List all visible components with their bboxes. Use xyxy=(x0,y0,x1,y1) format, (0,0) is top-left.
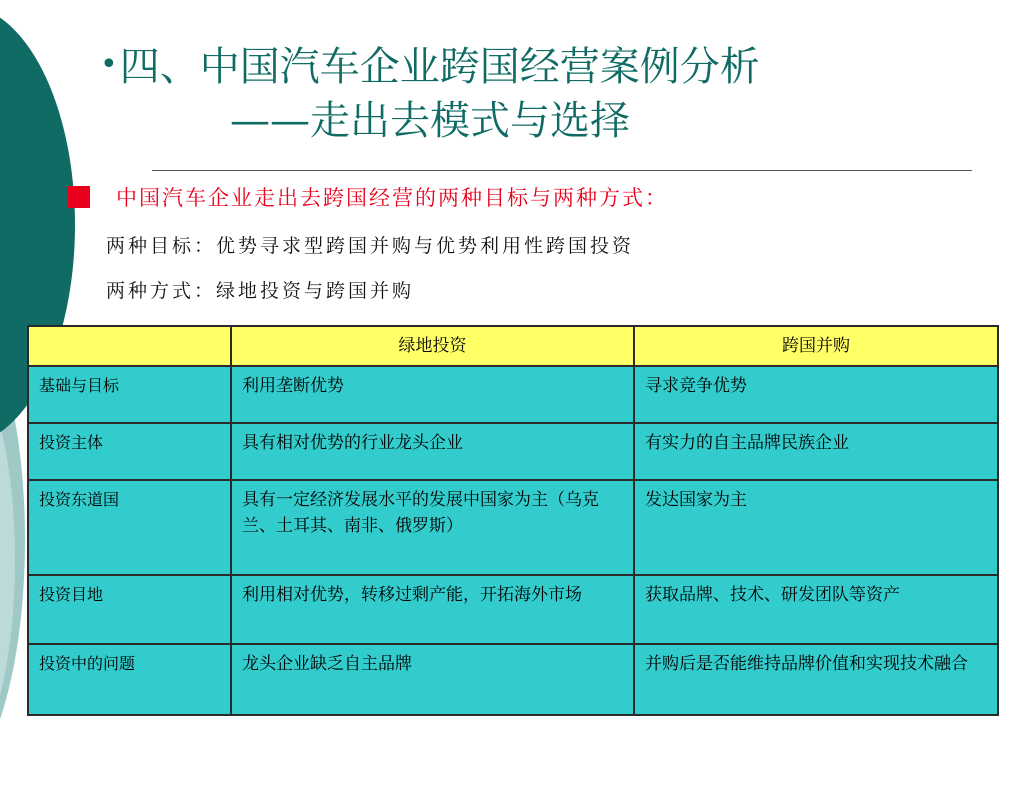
table-header-row xyxy=(28,326,998,366)
table-cell: 发达国家为主 xyxy=(634,480,998,575)
square-bullet-icon xyxy=(68,186,90,208)
table-cell: 具有一定经济发展水平的发展中国家为主（乌克兰、土耳其、南非、俄罗斯） xyxy=(231,480,634,575)
table-header-corner xyxy=(28,326,231,366)
table-header-merger: 跨国并购 xyxy=(634,326,998,366)
table-row xyxy=(28,423,998,480)
table-row xyxy=(28,644,998,715)
table-row xyxy=(28,366,998,423)
row-header: 投资主体 xyxy=(28,423,231,480)
table-cell: 具有相对优势的行业龙头企业 xyxy=(231,423,634,480)
title-divider xyxy=(152,170,972,171)
comparison-table xyxy=(27,325,999,716)
row-header: 基础与目标 xyxy=(28,366,231,423)
table-cell: 龙头企业缺乏自主品牌 xyxy=(231,644,634,715)
modes-line: 两种方式：绿地投资与跨国并购 xyxy=(106,280,415,302)
row-header: 投资中的问题 xyxy=(28,644,231,715)
row-header: 投资目地 xyxy=(28,575,231,644)
title-line-1 xyxy=(100,38,980,94)
goals-line: 两种目标：优势寻求型跨国并购与优势利用性跨国投资 xyxy=(106,235,635,257)
row-header: 投资东道国 xyxy=(28,480,231,575)
section-heading xyxy=(68,180,668,216)
title-line-2: ——走出去模式与选择 xyxy=(230,98,630,144)
bullet-icon: • xyxy=(100,47,118,82)
table-cell: 寻求竞争优势 xyxy=(634,366,998,423)
table-cell: 有实力的自主品牌民族企业 xyxy=(634,423,998,480)
title-text-1: 四、中国汽车企业跨国经营案例分析 xyxy=(119,44,760,90)
table-row xyxy=(28,480,998,575)
section-heading-text: 中国汽车企业走出去跨国经营的两种目标与两种方式： xyxy=(116,186,668,210)
table-cell: 利用相对优势，转移过剩产能，开拓海外市场 xyxy=(231,575,634,644)
table-cell: 利用垄断优势 xyxy=(231,366,634,423)
table-cell: 获取品牌、技术、研发团队等资产 xyxy=(634,575,998,644)
table-header-greenfield: 绿地投资 xyxy=(231,326,634,366)
slide-title xyxy=(100,38,980,148)
table-cell: 并购后是否能维持品牌价值和实现技术融合 xyxy=(634,644,998,715)
table-row xyxy=(28,575,998,644)
